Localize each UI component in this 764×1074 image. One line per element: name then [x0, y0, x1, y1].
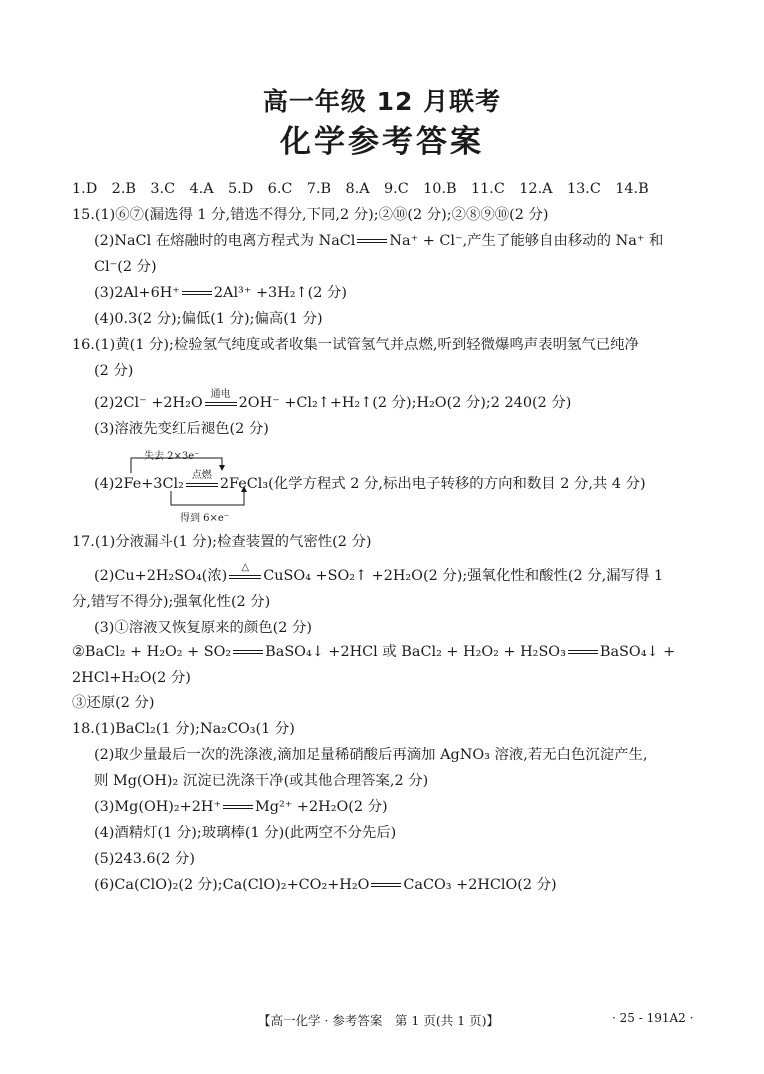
q17-part2-cont: 分,错写不得分);强氧化性(2 分) — [72, 594, 271, 610]
q16-part2-text-b: 2OH⁻ +Cl₂↑+H₂↑(2 分);H₂O(2 分);2 240(2 分) — [238, 395, 572, 411]
page-subtitle: 化学参考答案 — [280, 124, 484, 160]
q16-part4-text-a: (4)2Fe+3Cl₂ — [94, 476, 184, 492]
q18-part2-cont: 则 Mg(OH)₂ 沉淀已洗涤干净(或其他合理答案,2 分) — [94, 773, 429, 789]
lose-electron-label: 失去 2×3e⁻ — [144, 451, 200, 462]
q17-part3-2-text-a: ②BaCl₂ + H₂O₂ + SO₂ — [72, 644, 232, 660]
equal-sign-icon — [180, 287, 214, 299]
footer-code: · 25 - 191A2 · — [612, 1011, 694, 1025]
condition-label: 点燃 — [191, 470, 212, 481]
q17-part3-2-text-c: BaSO₄↓ + — [599, 644, 676, 660]
q17-part3-2-text-b: BaSO₄↓ +2HCl 或 BaCl₂ + H₂O₂ + H₂SO₃ — [265, 644, 566, 660]
q15-part2-cont: Cl⁻(2 分) — [94, 259, 157, 275]
q16-part2-text-a: (2)2Cl⁻ +2H₂O — [94, 395, 203, 411]
q15-part4: (4)0.3(2 分);偏低(1 分);偏高(1 分) — [94, 311, 323, 327]
q16-part3: (3)溶液先变红后褪色(2 分) — [94, 421, 269, 437]
q17-part3-2 — [72, 643, 675, 661]
q16-part2 — [94, 389, 572, 412]
q17-part2-text-a: (2)Cu+2H₂SO₄(浓) — [94, 568, 228, 584]
footer-page-info: 【高一化学 · 参考答案 第 1 页(共 1 页)】 — [258, 1013, 499, 1028]
q15-part3 — [94, 284, 347, 302]
q18-part6-text-a: (6)Ca(ClO)₂(2 分);Ca(ClO)₂+CO₂+H₂O — [94, 877, 370, 893]
q18-part3-text-b: Mg²⁺ +2H₂O(2 分) — [255, 799, 388, 815]
q17-part3-2-cont: 2HCl+H₂O(2 分) — [72, 670, 191, 686]
q18-part6 — [94, 876, 557, 894]
q15-part1: 15.(1)⑥⑦(漏选得 1 分,错选不得分,下同,2 分);②⑩(2 分);②⑧⑨⑩(2 分) — [72, 207, 549, 223]
q18-part2: (2)取少量最后一次的洗涤液,滴加足量稀硝酸后再滴加 AgNO₃ 溶液,若无白色沉淀产生, — [94, 747, 648, 763]
q18-part3 — [94, 798, 388, 816]
electron-transfer-diagram — [94, 447, 694, 527]
q16-part4-text-b: 2FeCl₃(化学方程式 2 分,标出电子转移的方向和数目 2 分,共 4 分) — [219, 476, 646, 492]
q16-part1-cont: (2 分) — [94, 363, 134, 379]
q17-part1: 17.(1)分液漏斗(1 分);检查装置的气密性(2 分) — [72, 534, 372, 550]
q18-part5: (5)243.6(2 分) — [94, 851, 195, 867]
equal-sign-icon — [369, 879, 403, 891]
q18-part4: (4)酒精灯(1 分);玻璃棒(1 分)(此两空不分先后) — [94, 825, 397, 841]
q17-part3-3: ③还原(2 分) — [72, 695, 155, 711]
page-title: 高一年级 12 月联考 — [262, 87, 502, 116]
gain-electron-label: 得到 6×e⁻ — [180, 513, 230, 524]
condition-label: 通电 — [210, 389, 231, 400]
equal-sign-icon — [231, 646, 265, 658]
condition-arrow-icon — [203, 389, 239, 409]
q18-part6-text-b: CaCO₃ +2HClO(2 分) — [403, 877, 557, 893]
q16-part4 — [94, 470, 646, 493]
q15-part3-text-b: 2Al³⁺ +3H₂↑(2 分) — [213, 285, 347, 301]
q15-part2-text-a: (2)NaCl 在熔融时的电离方程式为 NaCl — [94, 233, 356, 249]
q15-part2-text-b: Na⁺ + Cl⁻,产生了能够自由移动的 Na⁺ 和 — [389, 233, 664, 249]
condition-arrow-icon — [184, 470, 220, 490]
condition-label: △ — [241, 562, 250, 573]
equal-sign-icon — [221, 801, 255, 813]
q18-part3-text-a: (3)Mg(OH)₂+2H⁺ — [94, 799, 222, 815]
q17-part2-text-b: CuSO₄ +SO₂↑ +2H₂O(2 分);强氧化性和酸性(2 分,漏写得 1 — [263, 568, 664, 584]
equal-sign-icon — [355, 235, 389, 247]
q17-part2 — [94, 562, 664, 585]
arrow-head-icon — [219, 465, 225, 471]
choice-answers: 1.D 2.B 3.C 4.A 5.D 6.C 7.B 8.A 9.C 10.B 11.C 12.A 13.C 14.B — [72, 181, 649, 197]
q15-part3-text-a: (3)2Al+6H⁺ — [94, 285, 180, 301]
equal-sign-icon — [566, 646, 600, 658]
q17-part3: (3)①溶液又恢复原来的颜色(2 分) — [94, 620, 313, 636]
q15-part2 — [94, 232, 663, 250]
condition-arrow-icon — [227, 562, 263, 582]
q16-part1: 16.(1)黄(1 分);检验氢气纯度或者收集一试管氢气并点燃,听到轻微爆鸣声表明氢气已纯净 — [72, 337, 639, 353]
q18-part1: 18.(1)BaCl₂(1 分);Na₂CO₃(1 分) — [72, 721, 295, 737]
